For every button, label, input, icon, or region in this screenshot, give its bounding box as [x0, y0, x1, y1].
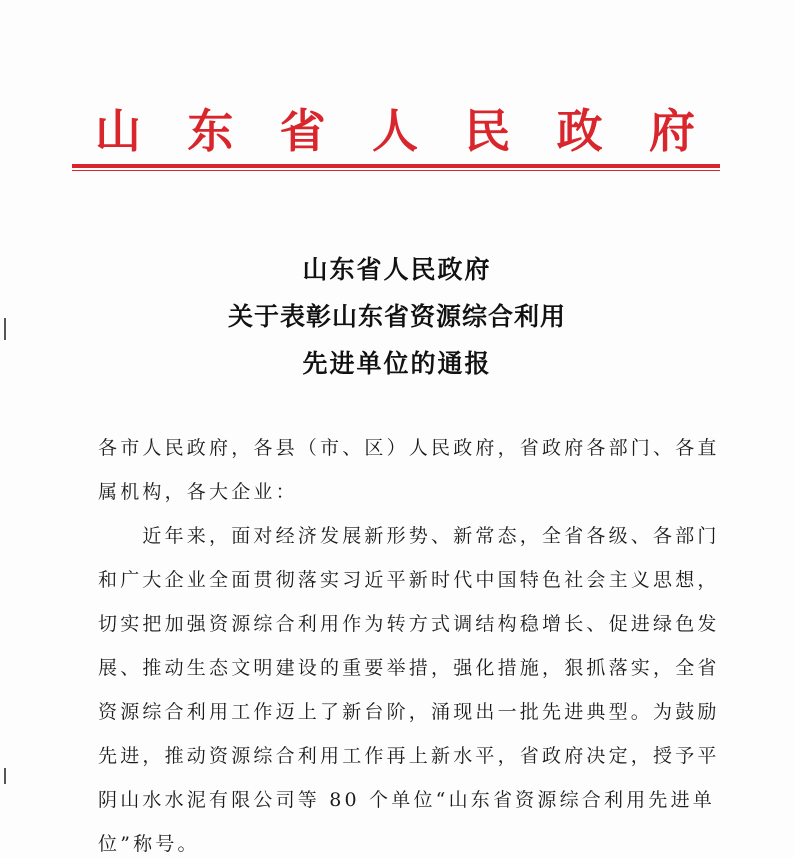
paragraph-line: 位”称号。 — [98, 833, 200, 855]
letterhead-char: 东 — [187, 104, 234, 158]
letterhead-red-rule — [72, 164, 720, 168]
paragraph-line: 阴山水水泥有限公司等 80 个单位“山东省资源综合利用先进单 — [98, 789, 715, 811]
scan-edge-mark — [4, 768, 6, 784]
paragraph-line: 和广大企业全面贯彻落实习近平新时代中国特色社会主义思想， — [98, 569, 720, 591]
salutation-line: 属机构，各大企业： — [98, 481, 298, 503]
salutation-line: 各市人民政府，各县（市、区）人民政府，省政府各部门、各直 — [98, 437, 720, 459]
paragraph-line: 展、推动生态文明建设的重要举措，强化措施，狠抓落实，全省 — [98, 657, 720, 679]
document-title-line: 山东省人民政府 — [302, 255, 492, 284]
letterhead-char: 府 — [648, 104, 695, 158]
paragraph-line: 切实把加强资源综合利用作为转方式调结构稳增长、促进绿色发 — [98, 613, 720, 635]
letterhead-char: 山 — [95, 104, 141, 158]
letterhead-char: 民 — [464, 104, 511, 158]
document-title-line: 关于表彰山东省资源综合利用 — [227, 302, 566, 331]
letterhead-char: 政 — [556, 104, 603, 158]
letterhead-char: 人 — [371, 104, 418, 158]
scan-edge-mark — [4, 318, 6, 340]
letterhead-char: 省 — [279, 104, 326, 158]
document-title-line: 先进单位的通报 — [302, 349, 492, 378]
paragraph-line: 先进，推动资源综合利用工作再上新水平，省政府决定，授予平 — [98, 745, 720, 767]
paragraph-line: 资源综合利用工作迈上了新台阶，涌现出一批先进典型。为鼓励 — [98, 701, 720, 723]
paragraph-line: 近年来，面对经济发展新形势、新常态，全省各级、各部门 — [98, 525, 720, 547]
red-letterhead — [95, 96, 695, 166]
letterhead-red-rule-thin — [72, 170, 720, 171]
